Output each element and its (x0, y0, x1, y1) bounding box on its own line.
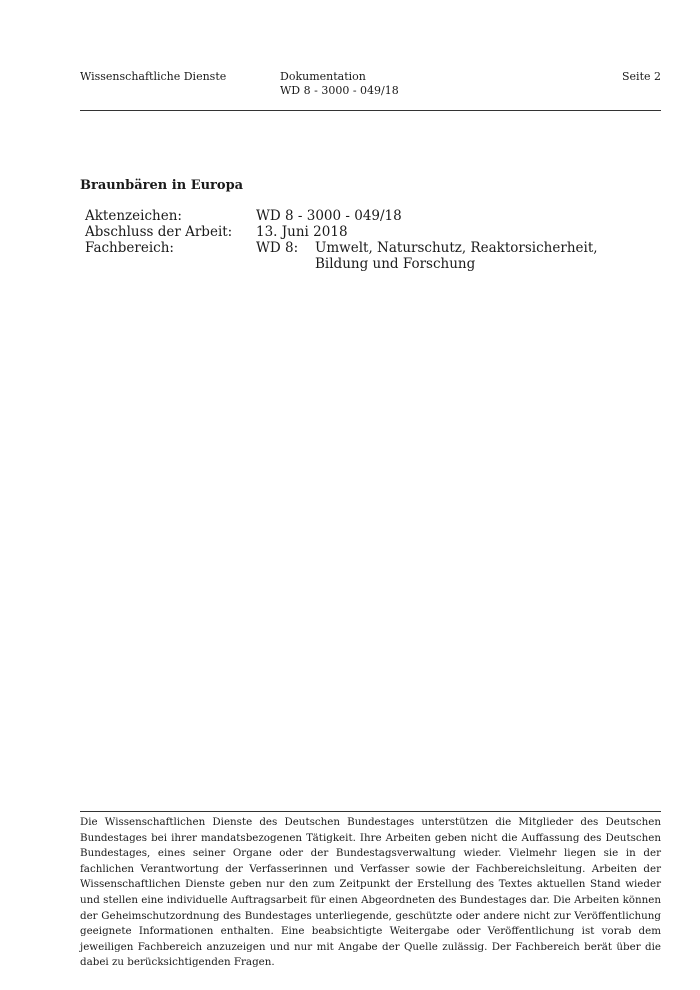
header-page-number: Seite 2 (622, 70, 661, 83)
meta-row-fachbereich (85, 240, 645, 272)
header-doc-type: Dokumentation (280, 70, 366, 83)
fachbereich-value: Umwelt, Naturschutz, Reaktorsicherheit, Bildung und Forschung (315, 240, 598, 272)
meta-row-abschluss (85, 224, 645, 240)
document-title: Braunbären in Europa (80, 178, 244, 193)
aktenzeichen-value: WD 8 - 3000 - 049/18 (256, 208, 402, 224)
fachbereich-label: Fachbereich: (85, 240, 174, 256)
page-header (80, 70, 661, 110)
header-divider (80, 110, 661, 111)
header-doc-number: WD 8 - 3000 - 049/18 (280, 84, 399, 97)
metadata-block (85, 208, 645, 272)
header-institution: Wissenschaftliche Dienste (80, 70, 227, 83)
abschluss-label: Abschluss der Arbeit: (85, 224, 233, 240)
meta-row-aktenzeichen (85, 208, 645, 224)
aktenzeichen-label: Aktenzeichen: (85, 208, 182, 224)
header-doc-info (280, 70, 399, 98)
footer-disclaimer: Die Wissenschaftlichen Dienste des Deutschen Bundestages unterstützen die Mitglieder des Deutschen Bundestages bei ihrer mandatsbezogenen Tätigkeit. Ihre Arbeiten geben nicht die Auffassung des Deutschen Bundestages, eines seiner Organe oder der Bundestagsverwaltung wieder. Vielmehr liegen sie in der fachlichen Verantwortung der Verfasserinnen und Verfasser sowie der Fachbereichsleitung. Arbeiten der Wissenschaftlichen Dienste geben nur den zum Zeitpunkt der Erstellung des Textes aktuellen Stand wieder und stellen eine individuelle Auftragsarbeit für einen Abgeordneten des Bundestages dar. Die Arbeiten können der Geheimschutzordnung des Bundestages unterliegende, geschützte oder andere nicht zur Veröffentlichung geeignete Informationen enthalten. Eine beabsichtigte Weitergabe oder Veröffentlichung ist vorab dem jeweiligen Fachbereich anzuzeigen und nur mit Angabe der Quelle zulässig. Der Fachbereich berät über die dabei zu berücksichtigenden Fragen. (80, 816, 661, 969)
fachbereich-code: WD 8: (256, 240, 299, 256)
abschluss-value: 13. Juni 2018 (256, 224, 348, 240)
footer-divider (80, 811, 661, 812)
